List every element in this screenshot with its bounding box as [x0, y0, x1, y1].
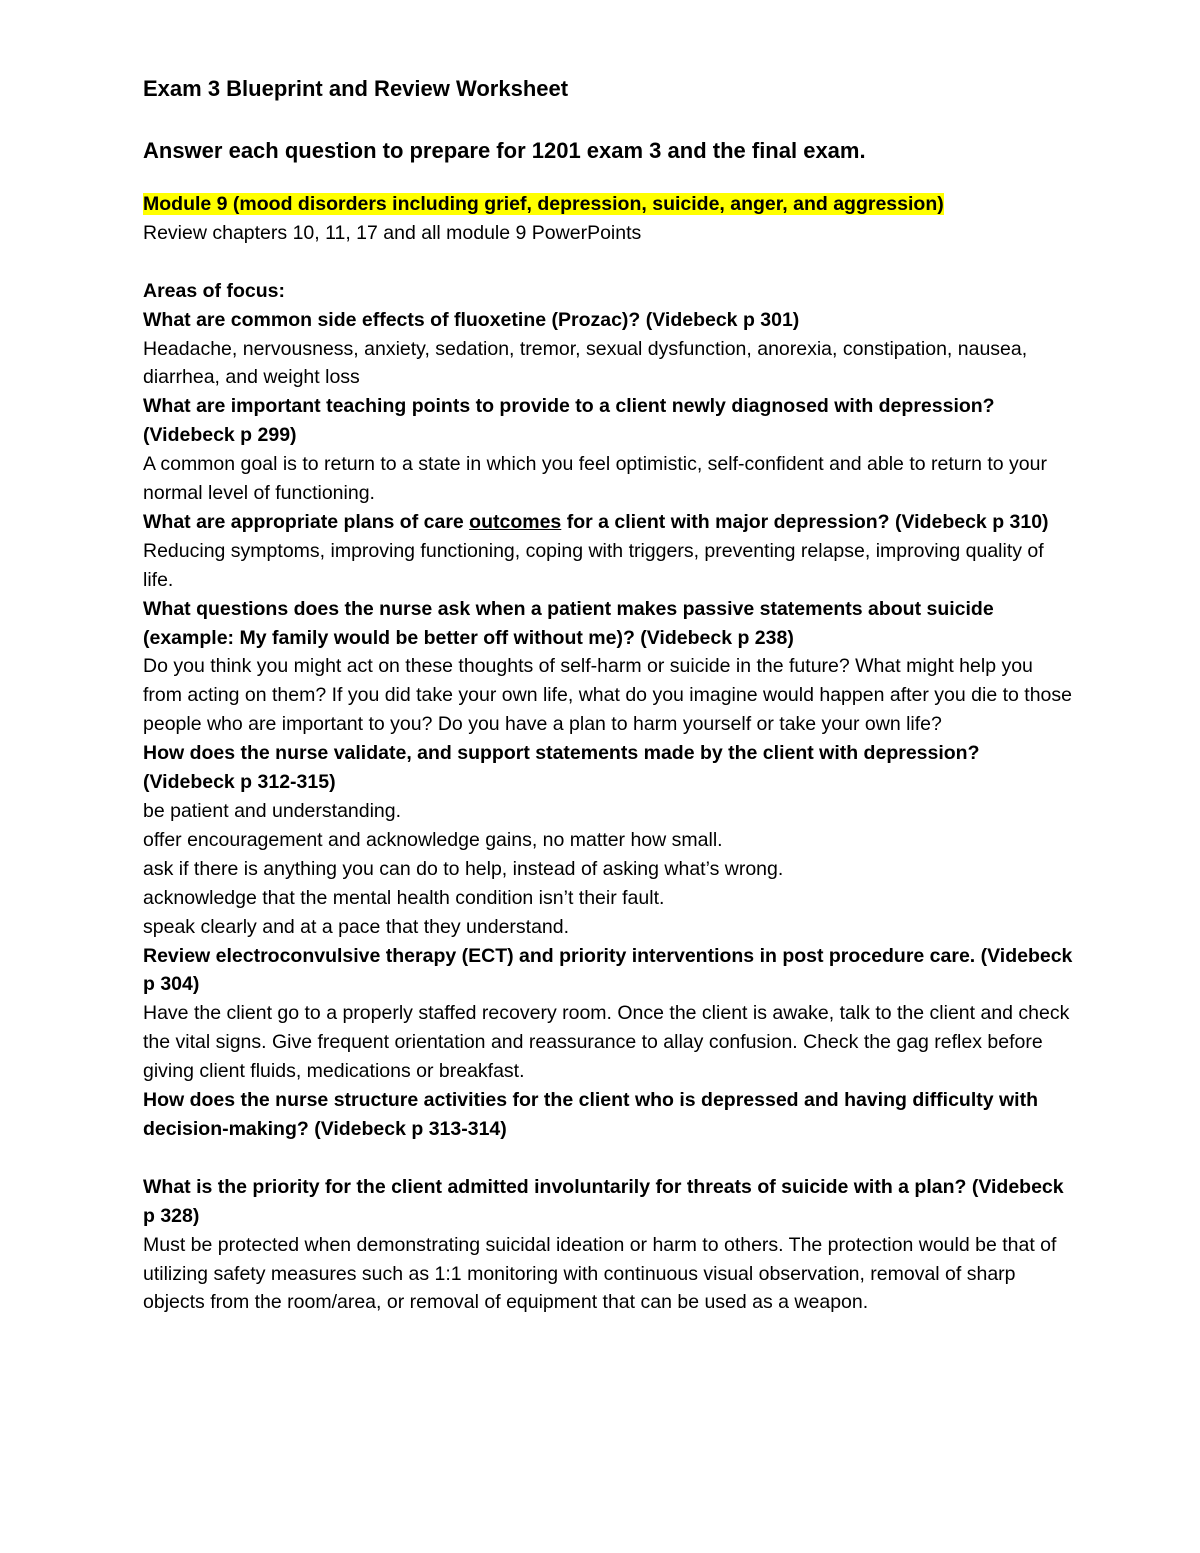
answer-5-line: speak clearly and at a pace that they understand. — [143, 915, 570, 938]
answer-2: A common goal is to return to a state in which you feel optimistic, self-confident and able to return to your normal level of functioning. — [143, 453, 1047, 505]
module-heading — [143, 190, 1073, 219]
question-3-post: for a client with major depression? (Videbeck p 310) — [561, 510, 1049, 533]
answer-6: Have the client go to a properly staffed recovery room. Once the client is awake, talk to the client and check the vital signs. Give frequent orientation and reassurance to allay confusion. Check the gag reflex before giving client fluids, medications or breakfast. — [143, 1002, 1070, 1083]
question-2: What are important teaching points to provide to a client newly diagnosed with depression? (Videbeck p 299) — [143, 395, 995, 447]
question-1: What are common side effects of fluoxetine (Prozac)? (Videbeck p 301) — [143, 308, 800, 331]
question-6: Review electroconvulsive therapy (ECT) and priority interventions in post procedure care. (Videbeck p 304) — [143, 944, 1073, 996]
answer-1: Headache, nervousness, anxiety, sedation, tremor, sexual dysfunction, anorexia, constipation, nausea, diarrhea, and weight loss — [143, 337, 1028, 389]
document-subtitle: Answer each question to prepare for 1201 exam 3 and the final exam. — [143, 138, 866, 163]
review-line: Review chapters 10, 11, 17 and all module 9 PowerPoints — [143, 221, 642, 244]
answer-8: Must be protected when demonstrating suicidal ideation or harm to others. The protection would be that of utilizing safety measures such as 1:1 monitoring with continuous visual observation, removal of sharp objects from the room/area, or removal of equipment that can be used as a weapon. — [143, 1233, 1057, 1314]
answer-5-line: acknowledge that the mental health condition isn’t their fault. — [143, 886, 665, 909]
document-title: Exam 3 Blueprint and Review Worksheet — [143, 76, 569, 101]
areas-heading: Areas of focus: — [143, 279, 285, 302]
module-heading-highlight: Module 9 (mood disorders including grief, depression, suicide, anger, and aggression) — [143, 193, 944, 215]
answer-4: Do you think you might act on these thoughts of self-harm or suicide in the future? What might help you from acting on them? If you did take your own life, what do you imagine would happen after you die to those people who are important to you? Do you have a plan to harm yourself or take your own life? — [143, 655, 1072, 736]
question-3-pre: What are appropriate plans of care — [143, 510, 470, 533]
answer-5-line: ask if there is anything you can do to help, instead of asking what’s wrong. — [143, 857, 784, 880]
question-3-underlined: outcomes — [469, 510, 562, 533]
question-7: How does the nurse structure activities for the client who is depressed and having difficulty with decision-making? (Videbeck p 313-314) — [143, 1089, 1039, 1140]
question-4: What questions does the nurse ask when a patient makes passive statements about suicide (example: My family would be better off without me)? (Videbeck p 238) — [143, 597, 994, 649]
question-8: What is the priority for the client admitted involuntarily for threats of suicide with a plan? (Videbeck p 328) — [143, 1175, 1064, 1227]
question-3 — [143, 508, 1073, 537]
blank-line — [143, 1144, 1073, 1173]
answer-3: Reducing symptoms, improving functioning, coping with triggers, preventing relapse, improving quality of life. — [143, 539, 1044, 591]
question-5: How does the nurse validate, and support statements made by the client with depression? (Videbeck p 312-315) — [143, 742, 980, 794]
document-page — [143, 72, 1073, 1317]
answer-5-line: be patient and understanding. — [143, 800, 402, 823]
answer-5-line: offer encouragement and acknowledge gains, no matter how small. — [143, 828, 723, 851]
